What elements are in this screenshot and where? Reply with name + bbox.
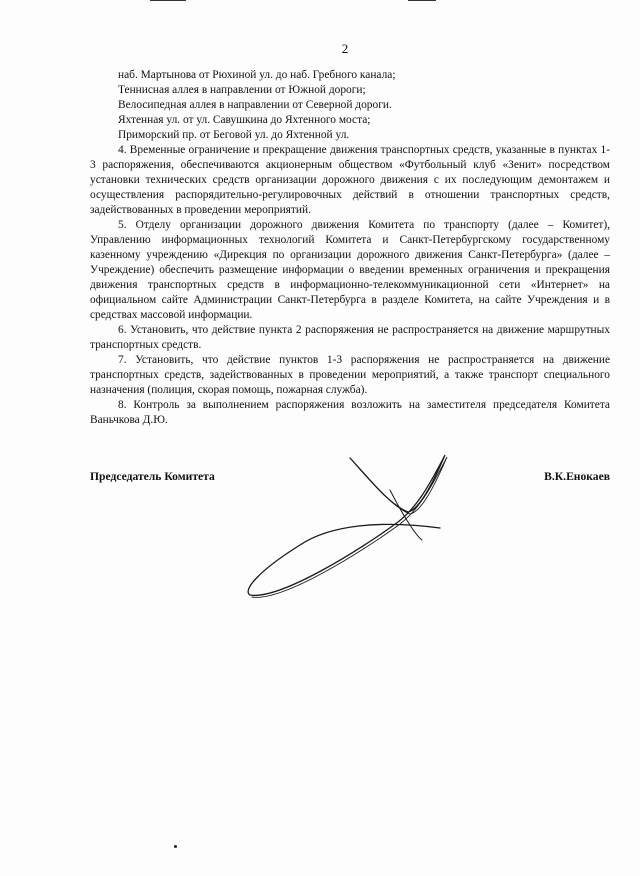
page-number: 2 — [341, 41, 349, 56]
paragraph-4: 4. Временные ограничение и прекращение движения транспортных средств, указанные в пунктах 1-3 распоряжения, обеспечиваются акционерным обществом «Футбольный клуб «Зенит» посредством установки технических средств организации дорожного движения с их последующим демонтажем и осуществления распорядительно-регулировочных действий в отношении транспортных средств, задействованных в проведении мероприятий. — [90, 144, 610, 216]
list-item: Яхтенная ул. от ул. Савушкина до Яхтенного моста; — [118, 114, 371, 126]
signer-title: Председатель Комитета — [90, 470, 215, 483]
paragraph-6: 6. Установить, что действие пункта 2 распоряжения не распространяется на движение маршрутных транспортных средств. — [90, 324, 610, 351]
signature-stroke — [248, 455, 445, 595]
list-item: наб. Мартынова от Рюхиной ул. до наб. Гребного канала; — [118, 69, 396, 81]
document-body — [90, 68, 610, 428]
signer-name: В.К.Енокаев — [544, 470, 610, 483]
list-item: Приморский пр. от Беговой ул. до Яхтенной ул. — [118, 129, 350, 141]
paragraph-7: 7. Установить, что действие пунктов 1-3 распоряжения не распространяется на движение транспортных средств, задействованных в проведении мероприятий, а также транспорт специального назначения (полиция, скорая помощь, пожарная служба). — [90, 354, 610, 396]
scan-mark-top — [150, 0, 186, 1]
scan-mark-top-right — [408, 0, 436, 1]
list-item: Теннисная аллея в направлении от Южной дороги; — [118, 84, 366, 96]
paragraph-8: 8. Контроль за выполнением распоряжения возложить на заместителя председателя Комитета Ваньчкова Д.Ю. — [90, 399, 610, 426]
paragraph-5: 5. Отделу организации дорожного движения Комитета по транспорту (далее – Комитет), Управлению информационных технологий Комитета и Санкт-Петербургскому государственному казенному учреждению «Дирекция по организации дорожного движения Санкт-Петербурга» (далее – Учреждение) обеспечить размещение информации о введении временных ограничения и прекращения движения транспортных средств в информационно-телекоммуникационной сети «Интернет» на официальном сайте Администрации Санкт-Петербурга в разделе Комитета, на сайте Учреждения и в средствах массовой информации. — [90, 219, 610, 321]
list-item: Велосипедная аллея в направлении от Северной дороги. — [118, 99, 392, 111]
scan-speck — [174, 845, 177, 848]
handwritten-signature — [240, 450, 470, 610]
